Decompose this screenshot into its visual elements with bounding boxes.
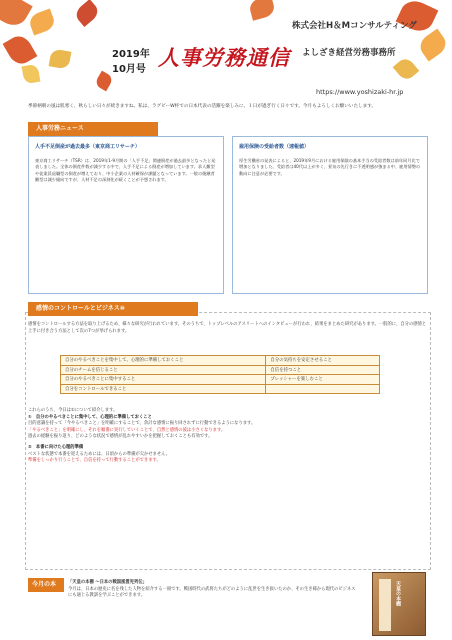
maple-leaf-decoration [49, 48, 72, 69]
maple-leaf-decoration [73, 0, 101, 27]
maple-leaf-decoration [416, 29, 450, 62]
maple-leaf-decoration [22, 64, 41, 85]
emotion-methods-table [60, 355, 380, 394]
company-name: 株式会社H＆Mコンサルティング [292, 21, 417, 31]
table-cell: 自信を持つこと [266, 365, 380, 375]
table-cell: 自分の気持ちを安定させること [266, 356, 380, 366]
subheading-1: ① 自分のやるべきことに集中して、心理的に準備しておくこと [28, 414, 152, 420]
maple-leaf-decoration [393, 56, 420, 83]
news-left-title: 人手不足倒産が過去最多（東京商工リサーチ） [35, 144, 140, 150]
maple-leaf-decoration [0, 0, 33, 31]
emotion-details [28, 408, 428, 465]
website-link[interactable]: https://www.yoshizaki-hr.jp [316, 88, 404, 96]
issue-month: 10月号 [112, 64, 146, 75]
highlight-1: 「やるべきこと」を明確にし、それを順番に実行していくことで、自然と感情の波は小さくなります。 [28, 427, 226, 433]
subheading-2: ② 本番に向けた心理的準備 [28, 444, 84, 450]
table-cell: 自分をコントロールできること [61, 384, 266, 394]
book-cover-image [372, 572, 426, 636]
highlight-2: 準備をしっかり行うことで、自信を持って行動することができます。 [28, 458, 161, 464]
issue-year: 2019年 [112, 49, 150, 60]
office-name: よしざき経営労務事務所 [302, 48, 396, 58]
section-bar-book: 今月の本 [28, 578, 64, 592]
table-cell: プレッシャーを楽しむこと [266, 375, 380, 385]
newsletter-header [0, 0, 452, 96]
news-right-body: 厚生労働省の発表によると、2019年9月における雇用保険の基本手当の受給者数は前年同月比で増加となりました。受給者は40代以上が多く、景気の先行きに不透明感が強まる中、雇用情勢の動向に注意が必要です。 [239, 158, 421, 176]
news-right-title: 雇用保険の受給者数（速報値） [239, 144, 310, 150]
maple-leaf-decoration [27, 8, 56, 35]
intro-paragraph: 季節柄朝の風は肌寒く、秋らしい日々が続きますね。私は、ラグビーW杯での日本代表の活躍を楽しみに、１日が過ぎ行く日々です。今月もよろしくお願いいたします。 [28, 104, 377, 109]
table-cell: 自分のやるべきことを集中して、心理的に準備しておくこと [61, 356, 266, 366]
book-section [68, 580, 358, 600]
table-row [61, 375, 380, 385]
news-box-right [232, 136, 428, 294]
paragraph-1: 目的意識を持って「今やるべきこと」を明確にすることで、余計な感情に振り回されずに行動できるようになります。 [28, 421, 256, 427]
table-row [61, 356, 380, 366]
section-bar-hr-news: 人事労務ニュース [28, 122, 158, 136]
book-cover-title: 天皇の本棚 [395, 581, 401, 606]
book-description: 今月は、日本の歴史に名を残した人物を紹介する一冊です。戦国時代の武将たちがどのように乱世を生き抜いたのか、その生き様から現代のビジネスにも通じる教訓を学ぶことができます。 [68, 586, 356, 599]
emotion-intro: 感情をコントロールする方法を取り上げるため、様々な研究が行われています。そのうちで、トップレベルのアスリートへのインタビューが行われ、結果をまとめた研究があります。一般的に、自分の感情と上手に付き合う方法として次の7つが挙げられます。 [28, 322, 427, 334]
news-left-body: 東京商工リサーチ（TSR）は、2019年1-9月期の「人手不足」関連倒産が過去最多となったと発表しました。全体の倒産件数が減少する中で、人手不足による倒産が増加しています。求人難型や従業員退職型の倒産が増えており、中小企業の人材確保が課題となっています。一般の後継者難型は減少傾向ですが、人材不足の深刻化が続くことが予想されます。 [35, 158, 216, 183]
book-title: 「天皇の本棚 ～日本の戦国風雲児列伝」 [68, 580, 147, 585]
table-cell [266, 384, 380, 394]
newsletter-title: 人事労務通信 [158, 46, 290, 70]
paragraph-3: ベストな状態で本番を迎えるためには、日頃からの準備が欠かせません。 [28, 451, 171, 457]
maple-leaf-decoration [248, 0, 276, 21]
after-table-text: これらのうち、今日は①について紹介します。 [28, 408, 118, 413]
table-row [61, 384, 380, 394]
paragraph-2: 過去の経験を振り返り、どのような状況で感情が乱れやすいかを把握しておくことも有効です。 [28, 434, 213, 440]
table-cell: 自分のやるべきことに集中すること [61, 375, 266, 385]
table-row [61, 365, 380, 375]
table-cell: 自分のチームを信じること [61, 365, 266, 375]
maple-leaf-decoration [3, 32, 38, 68]
book-cover-panel [379, 579, 391, 631]
section-bar-emotion-control: 感情のコントロールとビジネス⑩ [28, 302, 198, 316]
news-box-left [28, 136, 224, 294]
